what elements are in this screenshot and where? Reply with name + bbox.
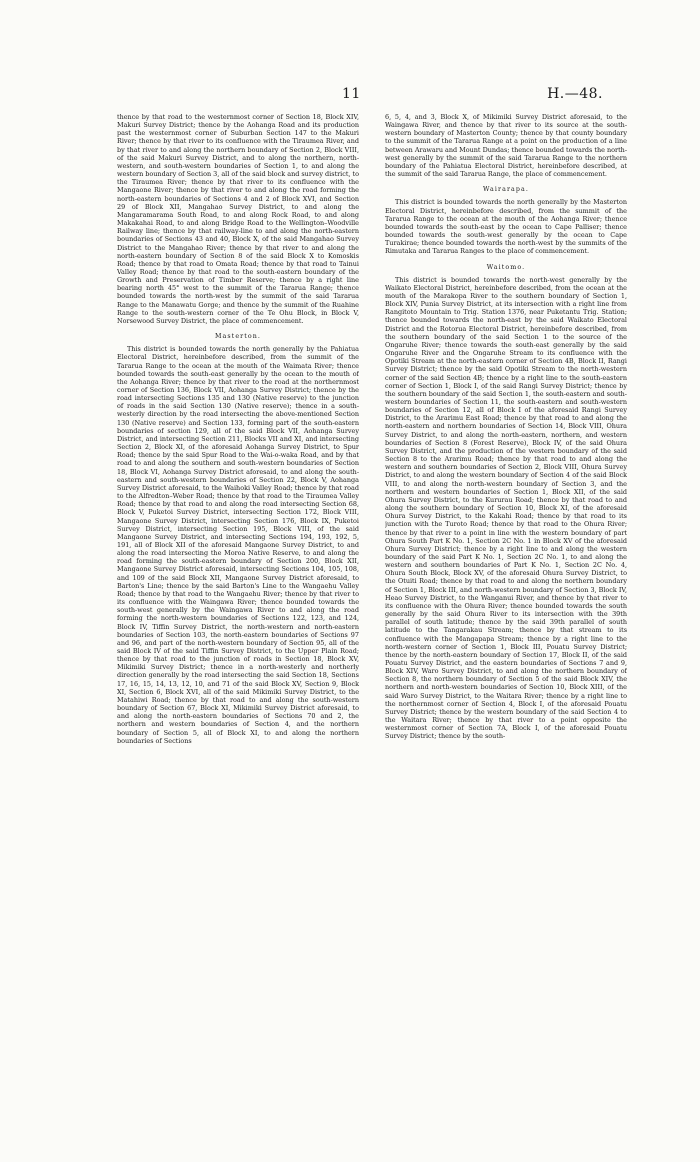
- left-column: [117, 113, 359, 1153]
- right-column: [385, 113, 627, 1153]
- text-columns: [117, 113, 627, 1153]
- waitomo-paragraph: This district is bounded towards the north-west generally by the Waikato Electoral District, hereinbefore described, from the ocean at the mouth of the Marakopa River to the southern boundary of Section 1, Block XIV, Punia Survey District, at its intersection with a right line from Rangitoto Mountain to Trig. Station 1376, near Puketantu Trig. Station; thence bounded towards the north-east by the said Waikato Electoral District and the Rotorua Electoral District, hereinbefore described, from the southern boundary of the said Section 1 to the source of the Ongaruhe River; thence towards the south-east generally by the said Ongaruhe River and the Ongaruhe Stream to its confluence with the Opotiki Stream at the north-eastern corner of Section 4B, Block II, Rangi Survey District; thence by the said Opotiki Stream to the north-western corner of the said Section 4B; thence by a right line to the south-eastern corner of Section 1, Block I, of the said Rangi Survey District; thence by the southern boundary of the said Section 1, the south-eastern and south-western boundaries of Section 11, the south-eastern and south-western boundaries of Section 12, all of Block I of the aforesaid Rangi Survey District, to the Ararimu East Road; thence by that road to and along the north-eastern and northern boundaries of Section 14, Block VIII, Ohura Survey District, to and along the north-eastern, northern, and western boundaries of Section 8 (Forest Reserve), Block IV, of the said Ohura Survey District, and the production of the western boundary of the said Section 8 to the Ararimu Road; thence by that road to and along the western and southern boundaries of Section 2, Block VIII, Ohura Survey District, to and along the western boundary of Section 4 of the said Block VIII, to and along the north-western boundary of Section 3, and the northern and western boundaries of Section 1, Block XII, of the said Ohura Survey District, to the Kururau Road; thence by that road to and along the southern boundary of Section 10, Block XI, of the aforesaid Ohura Survey District, to the Kakahi Road; thence by that road to its junction with the Turoto Road; thence by that road to the Ohura River; thence by that river to a point in line with the western boundary of part Ohura South Part K No. 1, Section 2C No. 1 in Block XV of the aforesaid Ohura Survey District; thence by a right line to and along the western boundary of the said Part K No. 1, Section 2C No. 1, to and along the western and southern boundaries of Part K No. 1, Section 2C No. 4, Ohura South Block, Block XV, of the aforesaid Ohura Survey District, to the Otuiti Road; thence by that road to and along the northern boundary of Section 1, Block III, and north-western boundary of Section 3, Block IV, Heao Survey District, to the Wanganui River, and thence by that river to its confluence with the Ohura River; thence bounded towards the south generally by the said Ohura River to its intersection with the 39th parallel of south latitude; thence by the said 39th parallel of south latitude to the Tangarakau Stream; thence by that stream to its confluence with the Mangapapa Stream; thence by a right line to the north-western corner of Section 1, Block III, Pouatu Survey District; thence by the north-eastern boundary of Section 17, Block II, of the said Pouatu Survey District, and the eastern boundaries of Sections 7 and 9, Block XIV, Waro Survey District, to and along the northern boundary of Section 8, the northern boundary of Section 5 of the said Block XIV, the northern and north-western boundaries of Section 10, Block XIII, of the said Waro Survey District, to the Waitara River; thence by a right line to the northernmost corner of Section 4, Block I, of the aforesaid Pouatu Survey District; thence by the western boundary of the said Section 4 to the Waitara River; thence by that river to a point opposite the westernmost corner of Section 7A, Block I, of the aforesaid Pouatu Survey District; thence by the south-: [385, 275, 627, 741]
- section-heading-masterton: Masterton.: [214, 333, 262, 341]
- document-reference: H.—48.: [547, 86, 603, 102]
- page-number: 11: [342, 86, 361, 102]
- section-heading-wairarapa: Wairarapa.: [482, 186, 529, 194]
- continuation-paragraph: 6, 5, 4, and 3, Block X, of Mikimiki Survey District aforesaid, to the Waingawa River, and thence by that river to its source at the south-western boundary of Masterton County; thence by that county boundary to the summit of the Tararua Range at a point on the production of a line between Arawaru and Mount Dundas; thence bounded towards the north-west generally by the summit of the said Tararua Range to the northern boundary of the Pahiatua Electoral District, hereinbefore described, at the summit of the said Tararua Range, the place of commencement.: [385, 113, 627, 179]
- masterton-paragraph: This district is bounded towards the north generally by the Pahiatua Electoral District, hereinbefore described, from the summit of the Tararua Range to the ocean at the mouth of the Waimata River; thence bounded towards the south-east generally by the ocean to the mouth of the Aohanga River; thence by that river to the road at the northernmost corner of Section 136, Block VII, Aohanga Survey District; thence by the road intersecting Sections 135 and 130 (Native reserve) to the junction of roads in the said Section 130 (Native reserve); thence in a south-westerly direction by the road intersecting the above-mentioned Section 130 (Native reserve) and Section 133, forming part of the south-eastern boundaries of section 129, all of the said Block VII, Aohanga Survey District, and intersecting Section 211, Blocks VII and XI, and intersecting Section 2, Block XI, of the aforesaid Aohanga Survey District, to Spur Road; thence by the said Spur Road to the Wai-o-waka Road, and by that road to and along the southern and south-western boundaries of Section 18, Block VI, Aohanga Survey District aforesaid, to and along the south-eastern and south-western boundaries of Section 22, Block V, Aohanga Survey District aforesaid, to the Waihoki Valley Road; thence by that road to the Alfredton–Weber Road; thence by that road to the Tiraumea Valley Road; thence by that road to and along the road intersecting Section 68, Block V, Puketoi Survey District, intersecting Section 172, Block VIII, Mangaone Survey District, intersecting Section 176, Block IX, Puketoi Survey District, intersecting Section 195, Block VIII, of the said Mangaone Survey District, and intersecting Sections 194, 193, 192, 5, 191, all of Block XII of the aforesaid Mangaone Survey District, to and along the road intersecting the Moroa Native Reserve, to and along the road forming the south-eastern boundary of Section 200, Block XII, Mangaone Survey District aforesaid, intersecting Sections 104, 105, 108, and 109 of the said Block XII, Mangaone Survey District aforesaid, to Barton's Line; thence by the said Barton's Line to the Wangaehu Valley Road; thence by that road to the Wangaehu River; thence by that river to its confluence with the Waingawa River; thence bounded towards the south-west generally by the Waingawa River to and along the road forming the north-western boundaries of Sections 122, 123, and 124, Block IV, Tiffin Survey District, the north-western and north-eastern boundaries of Section 103, the north-eastern boundaries of Sections 97 and 96, and part of the north-western boundary of Section 95, all of the said Block IV of the said Tiffin Survey District, to the Upper Plain Road; thence by that road to the junction of roads in Section 18, Block XV, Mikimiki Survey District; thence in a north-westerly and northerly direction generally by the road intersecting the said Section 18, Sections 17, 16, 15, 14, 13, 12, 10, and 71 of the said Block XV, Section 9, Block XI, Section 6, Block XVI, all of the said Mikimiki Survey District, to the Matahiwi Road; thence by that road to and along the south-western boundary of Section 67, Block XI, Mikimiki Survey District aforesaid, to and along the north-eastern boundaries of Sections 70 and 2, the northern and western boundaries of Section 4, and the northern boundary of Section 5, all of Block XI, to and along the northern boundaries of Sections: [117, 345, 359, 745]
- continuation-paragraph: thence by that road to the westernmost corner of Section 18, Block XIV, Makuri Survey District; thence by the Aohanga Road and its production past the westernmost corner of Suburban Section 147 to the Makuri River; thence by that river to its confluence with the Tiraumea River, and by that river to and along the northern boundary of Section 2, Block VIII, of the said Makuri Survey District, and to along the northern, north-western, and south-western boundaries of Section 1, to and along the western boundary of Section 3, all of the said block and survey district, to the Tiraumea River; thence by that river to its confluence with the Mangaone River; thence by that river to and along the road forming the north-eastern boundaries of Sections 4 and 2 of Block XVI, and Section 29 of Block XII, Mangahao Survey District, to and along the Mangaramarama South Road, to and along Rock Road, to and along Makakahai Road, to and along Bridge Road to the Wellington–Woodville Railway line; thence by that railway-line to and along the north-eastern boundaries of Sections 43 and 40, Block X, of the said Mangahao Survey District to the Mangahao River; thence by that river to and along the north-eastern boundary of Section 8 of the said Block X to Komoskis Road; thence by that road to Omata Road; thence by that road to Tainui Valley Road; thence by that road to the south-eastern boundary of the Growth and Preservation of Timber Reserve; thence by a right line bearing north 45° west to the summit of the Tararua Range; thence bounded towards the north-west by the summit of the said Tararua Range to the Manawatu Gorge; and thence by the summit of the Ruahine Range to the south-western corner of the Te Ohu Block, in Block V, Norsewood Survey District, the place of commencement.: [117, 113, 359, 325]
- section-heading-waitomo: Waitomo.: [486, 263, 526, 271]
- wairarapa-paragraph: This district is bounded towards the north generally by the Masterton Electoral District, hereinbefore described, from the summit of the Tararua Range to the ocean at the mouth of the Aohanga River; thence bounded towards the south-east by the ocean to Cape Palliser; thence bounded towards the south-west generally by the ocean to Cape Turakirae; thence bounded towards the north-west by the summits of the Rimutaka and Tararua Ranges to the place of commencement.: [385, 198, 627, 256]
